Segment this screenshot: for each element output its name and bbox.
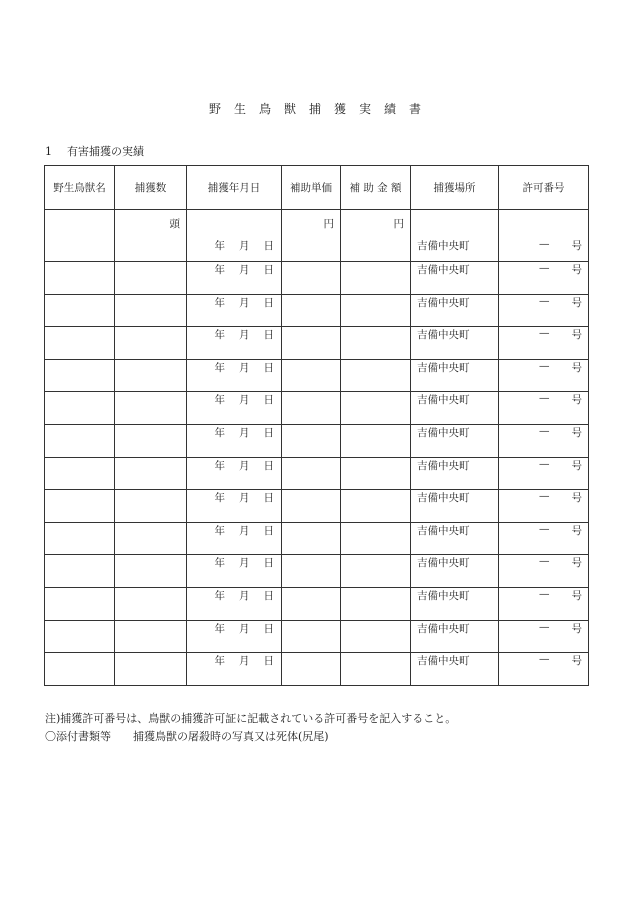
cell-permit-number[interactable] <box>499 262 589 295</box>
header-unit-price: 補助単価 <box>282 166 341 210</box>
date-year: 年 <box>214 361 225 374</box>
cell-permit-number[interactable] <box>499 620 589 653</box>
date-month: 月 <box>239 655 250 668</box>
date-month: 月 <box>239 329 250 342</box>
date-field <box>187 392 281 407</box>
cell-capture-count[interactable] <box>115 587 187 620</box>
header-animal-name: 野生鳥獣名 <box>45 166 115 210</box>
cell-capture-place[interactable] <box>411 424 499 457</box>
date-field <box>187 295 281 310</box>
permit-suffix: 号 <box>571 492 582 505</box>
note-permit: 注)捕獲許可番号は、鳥獣の捕獲許可証に記載されている許可番号を記入すること。 <box>45 712 457 725</box>
date-day: 日 <box>263 492 274 505</box>
date-day: 日 <box>263 394 274 407</box>
cell-subsidy-amount[interactable] <box>341 359 411 392</box>
permit-suffix: 号 <box>571 240 582 252</box>
cell-capture-date[interactable] <box>187 653 282 686</box>
table-row <box>45 457 589 490</box>
date-year: 年 <box>214 296 225 309</box>
capture-record-table <box>44 165 589 686</box>
cell-unit-price[interactable] <box>282 210 341 262</box>
table-row <box>45 587 589 620</box>
date-day: 日 <box>263 524 274 537</box>
cell-animal-name[interactable] <box>45 424 115 457</box>
note-attachments <box>45 728 456 746</box>
cell-unit-price[interactable] <box>282 262 341 295</box>
cell-unit-price[interactable] <box>282 620 341 653</box>
permit-field <box>499 327 588 342</box>
table-row <box>45 490 589 523</box>
cell-capture-count[interactable] <box>115 620 187 653</box>
cell-unit-price[interactable] <box>282 555 341 588</box>
place-text: 吉備中央町 <box>417 426 470 439</box>
permit-suffix: 号 <box>571 296 582 309</box>
header-subsidy-amount: 補 助 金 額 <box>341 166 411 210</box>
place-text: 吉備中央町 <box>417 557 470 570</box>
date-month: 月 <box>239 524 250 537</box>
cell-permit-number[interactable] <box>499 587 589 620</box>
permit-suffix: 号 <box>571 524 582 537</box>
cell-unit-price[interactable] <box>282 359 341 392</box>
permit-dash: — <box>539 238 550 250</box>
date-field <box>187 425 281 440</box>
table-row <box>45 424 589 457</box>
cell-capture-place[interactable] <box>411 392 499 425</box>
cell-permit-number[interactable] <box>499 424 589 457</box>
date-month: 月 <box>239 622 250 635</box>
cell-capture-count[interactable] <box>115 424 187 457</box>
cell-capture-date[interactable] <box>187 555 282 588</box>
cell-unit-price[interactable] <box>282 587 341 620</box>
cell-subsidy-amount[interactable] <box>341 262 411 295</box>
permit-suffix: 号 <box>571 557 582 570</box>
permit-field <box>499 555 588 570</box>
date-field <box>187 490 281 505</box>
attach-text: 捕獲鳥獣の屠殺時の写真又は死体(尻尾) <box>133 730 329 743</box>
place-text: 吉備中央町 <box>417 361 470 374</box>
cell-permit-number[interactable] <box>499 490 589 523</box>
date-day: 日 <box>263 622 274 635</box>
permit-field <box>499 490 588 505</box>
date-year: 年 <box>214 622 225 635</box>
date-year: 年 <box>214 524 225 537</box>
cell-animal-name[interactable] <box>45 392 115 425</box>
cell-permit-number[interactable] <box>499 294 589 327</box>
table-row <box>45 294 589 327</box>
section-heading <box>45 143 144 159</box>
cell-subsidy-amount[interactable] <box>341 210 411 262</box>
date-year: 年 <box>214 589 225 602</box>
header-capture-place: 捕獲場所 <box>411 166 499 210</box>
cell-permit-number[interactable] <box>499 522 589 555</box>
cell-capture-date[interactable] <box>187 490 282 523</box>
place-text: 吉備中央町 <box>417 655 470 668</box>
permit-field <box>499 458 588 473</box>
table-body <box>45 210 589 686</box>
table-row <box>45 392 589 425</box>
date-year: 年 <box>214 394 225 407</box>
cell-capture-count[interactable] <box>115 555 187 588</box>
cell-animal-name[interactable] <box>45 522 115 555</box>
cell-unit-price[interactable] <box>282 327 341 360</box>
permit-suffix: 号 <box>571 361 582 374</box>
cell-unit-price[interactable] <box>282 294 341 327</box>
cell-capture-count[interactable] <box>115 359 187 392</box>
cell-subsidy-amount[interactable] <box>341 392 411 425</box>
cell-subsidy-amount[interactable] <box>341 294 411 327</box>
date-month: 月 <box>239 557 250 570</box>
cell-capture-place[interactable] <box>411 522 499 555</box>
date-year: 年 <box>214 426 225 439</box>
table-row <box>45 359 589 392</box>
permit-field <box>499 588 588 603</box>
date-year: 年 <box>214 264 225 276</box>
cell-capture-place[interactable] <box>411 327 499 360</box>
cell-unit-price[interactable] <box>282 392 341 425</box>
permit-dash: — <box>539 620 550 633</box>
cell-subsidy-amount[interactable] <box>341 587 411 620</box>
date-month: 月 <box>239 394 250 407</box>
table-header-row <box>45 166 589 210</box>
permit-dash: — <box>539 653 550 666</box>
date-month: 月 <box>239 492 250 505</box>
date-month: 月 <box>239 240 250 252</box>
cell-animal-name[interactable] <box>45 653 115 686</box>
cell-capture-place[interactable] <box>411 359 499 392</box>
date-field <box>187 262 281 277</box>
cell-capture-date[interactable] <box>187 210 282 262</box>
cell-subsidy-amount[interactable] <box>341 555 411 588</box>
cell-capture-date[interactable] <box>187 424 282 457</box>
permit-dash: — <box>539 392 550 405</box>
cell-subsidy-amount[interactable] <box>341 620 411 653</box>
cell-capture-place[interactable] <box>411 653 499 686</box>
place-text: 吉備中央町 <box>417 329 470 342</box>
cell-capture-place[interactable] <box>411 262 499 295</box>
permit-dash: — <box>539 294 550 307</box>
date-field <box>187 555 281 570</box>
cell-capture-count[interactable] <box>115 490 187 523</box>
cell-animal-name[interactable] <box>45 620 115 653</box>
cell-permit-number[interactable] <box>499 457 589 490</box>
permit-dash: — <box>539 457 550 470</box>
cell-unit-price[interactable] <box>282 653 341 686</box>
permit-field <box>499 653 588 668</box>
permit-field <box>499 523 588 538</box>
cell-capture-count[interactable] <box>115 327 187 360</box>
date-year: 年 <box>214 240 225 252</box>
date-field <box>187 621 281 636</box>
permit-dash: — <box>539 522 550 535</box>
cell-capture-date[interactable] <box>187 359 282 392</box>
cell-animal-name[interactable] <box>45 555 115 588</box>
cell-capture-place[interactable] <box>411 555 499 588</box>
amount-unit: 円 <box>393 218 404 230</box>
cell-capture-place[interactable] <box>411 294 499 327</box>
cell-subsidy-amount[interactable] <box>341 457 411 490</box>
permit-field <box>499 392 588 407</box>
cell-animal-name[interactable] <box>45 294 115 327</box>
permit-field <box>499 295 588 310</box>
cell-subsidy-amount[interactable] <box>341 522 411 555</box>
cell-subsidy-amount[interactable] <box>341 424 411 457</box>
place-text: 吉備中央町 <box>417 264 470 276</box>
cell-unit-price[interactable] <box>282 522 341 555</box>
permit-suffix: 号 <box>571 655 582 668</box>
cell-permit-number[interactable] <box>499 359 589 392</box>
place-text: 吉備中央町 <box>417 492 470 505</box>
cell-unit-price[interactable] <box>282 490 341 523</box>
date-field <box>187 360 281 375</box>
cell-capture-date[interactable] <box>187 522 282 555</box>
cell-permit-number[interactable] <box>499 555 589 588</box>
attach-label: 〇添付書類等 <box>45 730 111 743</box>
cell-capture-date[interactable] <box>187 327 282 360</box>
permit-field <box>539 238 588 253</box>
permit-field <box>499 425 588 440</box>
cell-animal-name[interactable] <box>45 457 115 490</box>
date-year: 年 <box>214 557 225 570</box>
place-text: 吉備中央町 <box>417 240 470 252</box>
cell-animal-name[interactable] <box>45 262 115 295</box>
permit-suffix: 号 <box>571 426 582 439</box>
cell-permit-number[interactable] <box>499 392 589 425</box>
date-day: 日 <box>263 655 274 668</box>
table-row <box>45 620 589 653</box>
cell-capture-place[interactable] <box>411 490 499 523</box>
cell-animal-name[interactable] <box>45 490 115 523</box>
permit-field <box>499 262 588 277</box>
cell-capture-place[interactable] <box>411 620 499 653</box>
place-text: 吉備中央町 <box>417 394 470 407</box>
date-month: 月 <box>239 264 250 276</box>
permit-field <box>499 360 588 375</box>
date-day: 日 <box>263 361 274 374</box>
cell-capture-date[interactable] <box>187 294 282 327</box>
table-row <box>45 653 589 686</box>
cell-capture-count[interactable] <box>115 262 187 295</box>
permit-field <box>499 621 588 636</box>
date-year: 年 <box>214 459 225 472</box>
table-row <box>45 522 589 555</box>
cell-capture-count[interactable] <box>115 392 187 425</box>
permit-dash: — <box>539 587 550 600</box>
permit-suffix: 号 <box>571 264 582 276</box>
date-field <box>187 653 281 668</box>
permit-suffix: 号 <box>571 622 582 635</box>
cell-capture-date[interactable] <box>187 392 282 425</box>
date-day: 日 <box>263 296 274 309</box>
date-day: 日 <box>263 589 274 602</box>
cell-permit-number[interactable] <box>499 653 589 686</box>
permit-dash: — <box>539 424 550 437</box>
date-day: 日 <box>263 240 274 252</box>
cell-capture-count[interactable] <box>115 457 187 490</box>
document-title: 野生鳥獣捕獲実績書 <box>208 102 434 116</box>
cell-capture-count[interactable] <box>115 294 187 327</box>
place-text: 吉備中央町 <box>417 622 470 635</box>
permit-dash: — <box>539 327 550 340</box>
table-row <box>45 327 589 360</box>
date-field <box>187 458 281 473</box>
cell-capture-place[interactable] <box>411 587 499 620</box>
cell-capture-date[interactable] <box>187 587 282 620</box>
cell-capture-date[interactable] <box>187 620 282 653</box>
notes <box>45 710 456 746</box>
date-month: 月 <box>239 426 250 439</box>
date-day: 日 <box>263 264 274 276</box>
count-unit: 頭 <box>169 218 180 230</box>
cell-animal-name[interactable] <box>45 327 115 360</box>
cell-animal-name[interactable] <box>45 210 115 262</box>
cell-animal-name[interactable] <box>45 359 115 392</box>
cell-unit-price[interactable] <box>282 424 341 457</box>
unit-price-unit: 円 <box>323 218 334 230</box>
cell-subsidy-amount[interactable] <box>341 490 411 523</box>
date-day: 日 <box>263 459 274 472</box>
place-text: 吉備中央町 <box>417 589 470 602</box>
header-capture-count: 捕獲数 <box>115 166 187 210</box>
cell-capture-count[interactable] <box>115 210 187 262</box>
cell-capture-count[interactable] <box>115 653 187 686</box>
table-row <box>45 210 589 262</box>
cell-animal-name[interactable] <box>45 587 115 620</box>
permit-suffix: 号 <box>571 329 582 342</box>
cell-capture-place[interactable] <box>411 457 499 490</box>
date-month: 月 <box>239 361 250 374</box>
cell-capture-date[interactable] <box>187 262 282 295</box>
permit-dash: — <box>539 490 550 503</box>
cell-unit-price[interactable] <box>282 457 341 490</box>
cell-subsidy-amount[interactable] <box>341 327 411 360</box>
cell-permit-number[interactable] <box>499 210 589 262</box>
date-field <box>187 327 281 342</box>
cell-capture-date[interactable] <box>187 457 282 490</box>
header-permit-number: 許可番号 <box>499 166 589 210</box>
table-row <box>45 555 589 588</box>
permit-suffix: 号 <box>571 459 582 472</box>
date-month: 月 <box>239 459 250 472</box>
date-year: 年 <box>214 329 225 342</box>
permit-dash: — <box>539 262 550 274</box>
permit-dash: — <box>539 555 550 568</box>
place-text: 吉備中央町 <box>417 296 470 309</box>
date-year: 年 <box>214 655 225 668</box>
date-month: 月 <box>239 296 250 309</box>
place-text: 吉備中央町 <box>417 524 470 537</box>
date-field <box>215 238 282 253</box>
cell-capture-place[interactable] <box>411 210 499 262</box>
permit-suffix: 号 <box>571 394 582 407</box>
permit-dash: — <box>539 359 550 372</box>
date-day: 日 <box>263 557 274 570</box>
cell-capture-count[interactable] <box>115 522 187 555</box>
section-number: 1 <box>45 145 52 158</box>
table-row <box>45 262 589 295</box>
date-field <box>187 588 281 603</box>
date-field <box>187 523 281 538</box>
cell-subsidy-amount[interactable] <box>341 653 411 686</box>
header-capture-date: 捕獲年月日 <box>187 166 282 210</box>
date-day: 日 <box>263 426 274 439</box>
date-year: 年 <box>214 492 225 505</box>
cell-permit-number[interactable] <box>499 327 589 360</box>
section-label: 有害捕獲の実績 <box>67 145 144 158</box>
date-day: 日 <box>263 329 274 342</box>
place-text: 吉備中央町 <box>417 459 470 472</box>
permit-suffix: 号 <box>571 589 582 602</box>
date-month: 月 <box>239 589 250 602</box>
